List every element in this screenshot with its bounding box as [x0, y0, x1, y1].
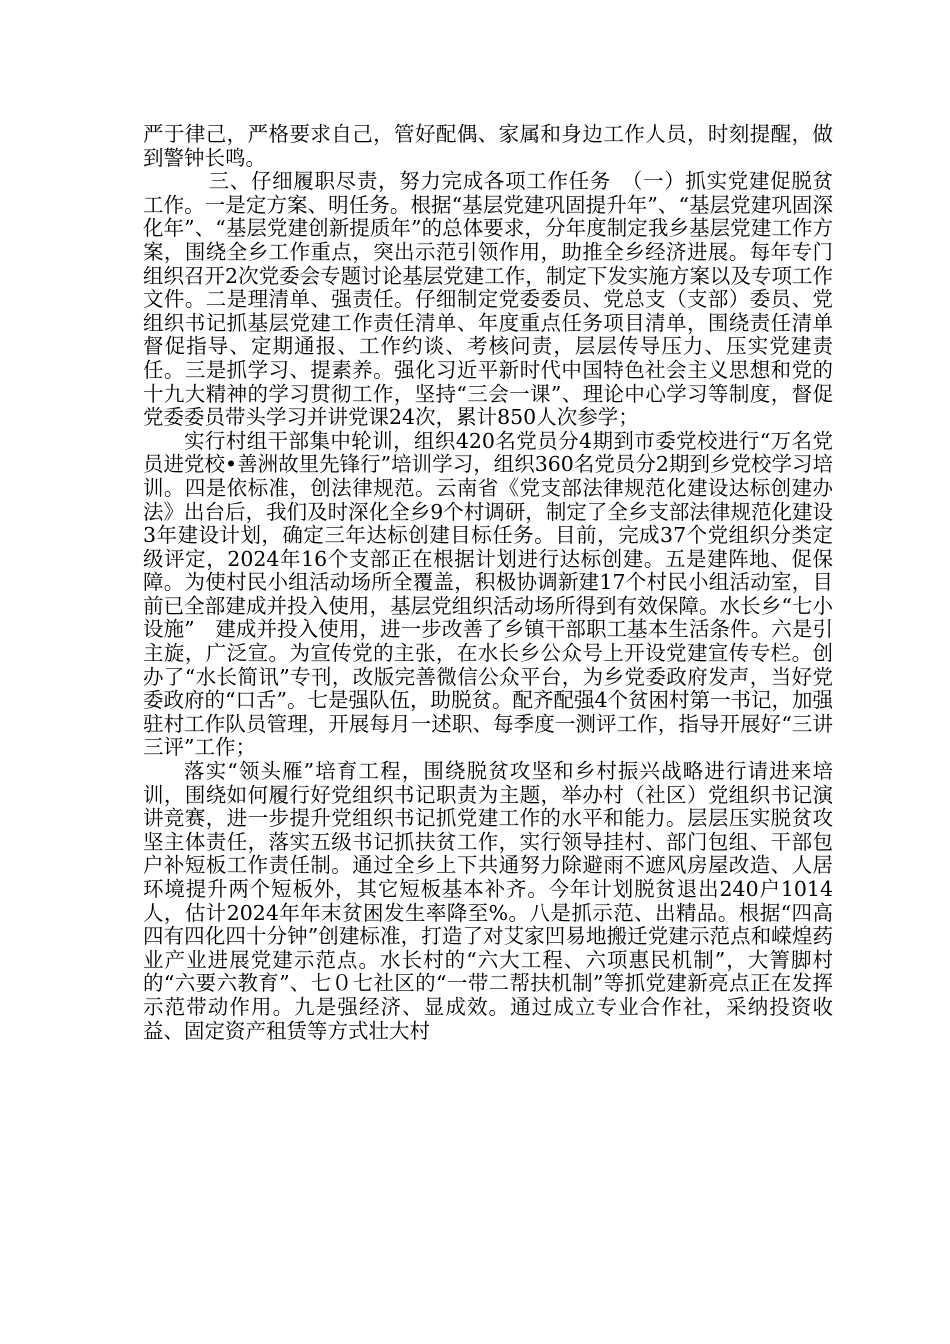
paragraph-section-three: 三、仔细履职尽责，努力完成各项工作任务 （一）抓实党建促脱贫工作。一是定方案、明任务。根据“基层党建巩固提升年”、“基层党建巩固深化年”、“基层党建创新提质年”的总体要求，分年度制定我乡基层党建工作方案，围绕全乡工作重点，突出示范引领作用，助推全乡经济进展。每年专门组织召开2次党委会专题讨论基层党建工作，制定下发实施方案以及专项工作文件。二是理清单、强责任。仔细制定党委委员、党总支（支部）委员、党组织书记抓基层党建工作责任清单、年度重点任务项目清单，围绕责任清单督促指导、定期通报、工作约谈、考核问责，层层传导压力、压实党建责任。三是抓学习、提素养。强化习近平新时代中国特色社会主义思想和党的十九大精神的学习贯彻工作，坚持“三会一课”、理论中心学习等制度，督促党委委员带头学习并讲党课24次，累计850人次参学；	[143, 169, 833, 430]
paragraph-continuation: 严于律己，严格要求自己，管好配偶、家属和身边工作人员，时刻提醒，做到警钟长鸣。	[143, 122, 833, 170]
paragraph-lead-goose: 落实“领头雁”培育工程，围绕脱贫攻坚和乡村振兴战略进行请进来培训，围绕如何履行好党组织书记职责为主题，举办村（社区）党组织书记演讲竞赛，进一步提升党组织书记抓党建工作的水平和能力。层层压实脱贫攻坚主体责任，落实五级书记抓扶贫工作，实行领导挂村、部门包组、干部包户补短板工作责任制。通过全乡上下共通努力除避雨不遮风房屋改造、人居环境提升两个短板外，其它短板基本补齐。今年计划脱贫退出240户1014人，估计2024年年末贫困发生率降至%。八是抓示范、出精品。根据“四高四有四化四十分钟”创建标准，打造了对艾家凹易地搬迁党建示范点和嵘煌药业产业进展党建示范点。水长村的“六大工程、六项惠民机制”，大箐脚村的“六要六教育”、七０七社区的“一带二帮扶机制”等抓党建新亮点正在发挥示范带动作用。九是强经济、显成效。通过成立专业合作社，采纳投资收益、固定资产租赁等方式壮大村	[143, 759, 833, 1043]
document-body	[143, 123, 833, 1043]
paragraph-training: 实行村组干部集中轮训，组织420名党员分4期到市委党校进行“万名党员进党校•善洲故里先锋行”培训学习，组织360名党员分2期到乡党校学习培训。四是依标准，创法律规范。云南省《党支部法律规范化建设达标创建办法》出台后，我们及时深化全乡9个村调研，制定了全乡支部法律规范化建设3年建设计划，确定三年达标创建目标任务。目前，完成37个党组织分类定级评定，2024年16个支部正在根据计划进行达标创建。五是建阵地、促保障。为使村民小组活动场所全覆盖，积极协调新建17个村民小组活动室，目前已全部建成并投入使用，基层党组织活动场所得到有效保障。水长乡“七小设施” 建成并投入使用，进一步改善了乡镇干部职工基本生活条件。六是引主旋，广泛宣。为宣传党的主张，在水长乡公众号上开设党建宣传专栏。创办了“水长简讯”专刊，改版完善微信公众平台，为乡党委政府发声，当好党委政府的“口舌”。七是强队伍，助脱贫。配齐配强4个贫困村第一书记，加强驻村工作队员管理，开展每月一述职、每季度一测评工作，指导开展好“三讲三评”工作；	[143, 428, 834, 760]
